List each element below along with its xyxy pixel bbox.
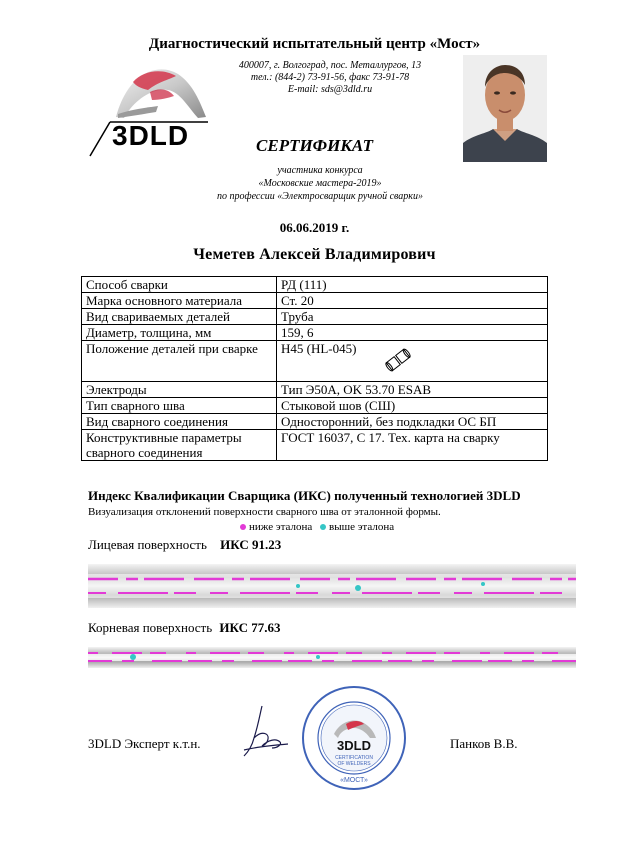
root-surface-label bbox=[88, 620, 281, 636]
table-row bbox=[82, 398, 548, 414]
table-row bbox=[82, 341, 548, 382]
param-value-cell bbox=[277, 341, 548, 382]
param-value: Ст. 20 bbox=[277, 293, 548, 309]
stamp-center-text: 3DLD bbox=[337, 738, 371, 753]
param-label: Вид сварного соединения bbox=[82, 414, 277, 430]
address-block bbox=[205, 60, 455, 96]
param-label: Способ сварки bbox=[82, 277, 277, 293]
face-weld-image bbox=[88, 560, 576, 612]
param-label: Положение деталей при сварке bbox=[82, 341, 277, 382]
stamp-bottom-text: «МОСТ» bbox=[340, 777, 368, 784]
legend-below-label: ниже эталона bbox=[249, 521, 313, 533]
iks-legend bbox=[240, 521, 394, 533]
center-title: Диагностический испытательный центр «Мост» bbox=[148, 36, 481, 52]
face-surface-text: Лицевая поверхность bbox=[88, 537, 207, 552]
table-row bbox=[82, 382, 548, 398]
param-value: РД (111) bbox=[277, 277, 548, 293]
table-row bbox=[82, 414, 548, 430]
legend-above-dot-icon bbox=[320, 524, 326, 530]
param-label: Конструктивные параметры сварного соединения bbox=[82, 430, 277, 461]
table-row bbox=[82, 309, 548, 325]
iks-title: Индекс Квалификации Сварщика (ИКС) полученный технологией 3DLD bbox=[88, 488, 521, 503]
welding-params-table bbox=[81, 276, 548, 461]
root-weld-image bbox=[88, 645, 576, 670]
signature-icon bbox=[232, 704, 292, 760]
param-value: Односторонний, без подкладки ОС БП bbox=[277, 414, 548, 430]
param-label: Электроды bbox=[82, 382, 277, 398]
certification-stamp-icon bbox=[300, 684, 408, 792]
expert-label: 3DLD Эксперт к.т.н. bbox=[88, 736, 201, 751]
table-row bbox=[82, 277, 548, 293]
root-surface-text: Корневая поверхность bbox=[88, 620, 213, 635]
certificate-title: СЕРТИФИКАТ bbox=[256, 136, 373, 155]
param-label: Тип сварного шва bbox=[82, 398, 277, 414]
param-value: Стыковой шов (СШ) bbox=[277, 398, 548, 414]
expert-name: Панков В.В. bbox=[450, 736, 518, 751]
stamp-line: CERTIFICATION bbox=[335, 755, 373, 761]
certificate-subtitle bbox=[150, 164, 490, 203]
phone-line: тел.: (844-2) 73-91-56, факс 73-91-78 bbox=[250, 72, 410, 83]
subtitle-line: участника конкурса bbox=[277, 165, 363, 176]
table-row bbox=[82, 325, 548, 341]
table-row bbox=[82, 293, 548, 309]
param-value: Н45 (HL-045) bbox=[281, 341, 357, 356]
face-surface-iks: ИКС 91.23 bbox=[220, 537, 282, 552]
email-line: E-mail: sds@3dld.ru bbox=[287, 84, 373, 95]
address-line: 400007, г. Волгоград, пос. Металлургов, 13 bbox=[238, 60, 422, 71]
table-row bbox=[82, 430, 548, 461]
face-surface-label bbox=[88, 537, 281, 553]
participant-name: Чеметев Алексей Владимирович bbox=[193, 246, 436, 263]
subtitle-line: по профессии «Электросварщик ручной сварки» bbox=[217, 191, 423, 202]
param-value: ГОСТ 16037, С 17. Тех. карта на сварку bbox=[277, 430, 548, 461]
param-label: Вид свариваемых деталей bbox=[82, 309, 277, 325]
logo-text: 3DLD bbox=[112, 120, 190, 151]
certificate-date: 06.06.2019 г. bbox=[279, 220, 350, 235]
param-label: Диаметр, толщина, мм bbox=[82, 325, 277, 341]
legend-below-dot-icon bbox=[240, 524, 246, 530]
stamp-line: OF WELDERS bbox=[337, 761, 371, 767]
pipe-position-icon bbox=[381, 345, 415, 375]
root-surface-iks: ИКС 77.63 bbox=[219, 620, 281, 635]
iks-description: Визуализация отклонений поверхности сварного шва от эталонной формы. bbox=[88, 506, 441, 518]
param-value: Тип Э50А, OK 53.70 ESAB bbox=[277, 382, 548, 398]
subtitle-line: «Московские мастера-2019» bbox=[258, 178, 382, 189]
legend-above-label: выше эталона bbox=[329, 521, 395, 533]
param-label: Марка основного материала bbox=[82, 293, 277, 309]
param-value: 159, 6 bbox=[277, 325, 548, 341]
param-value: Труба bbox=[277, 309, 548, 325]
